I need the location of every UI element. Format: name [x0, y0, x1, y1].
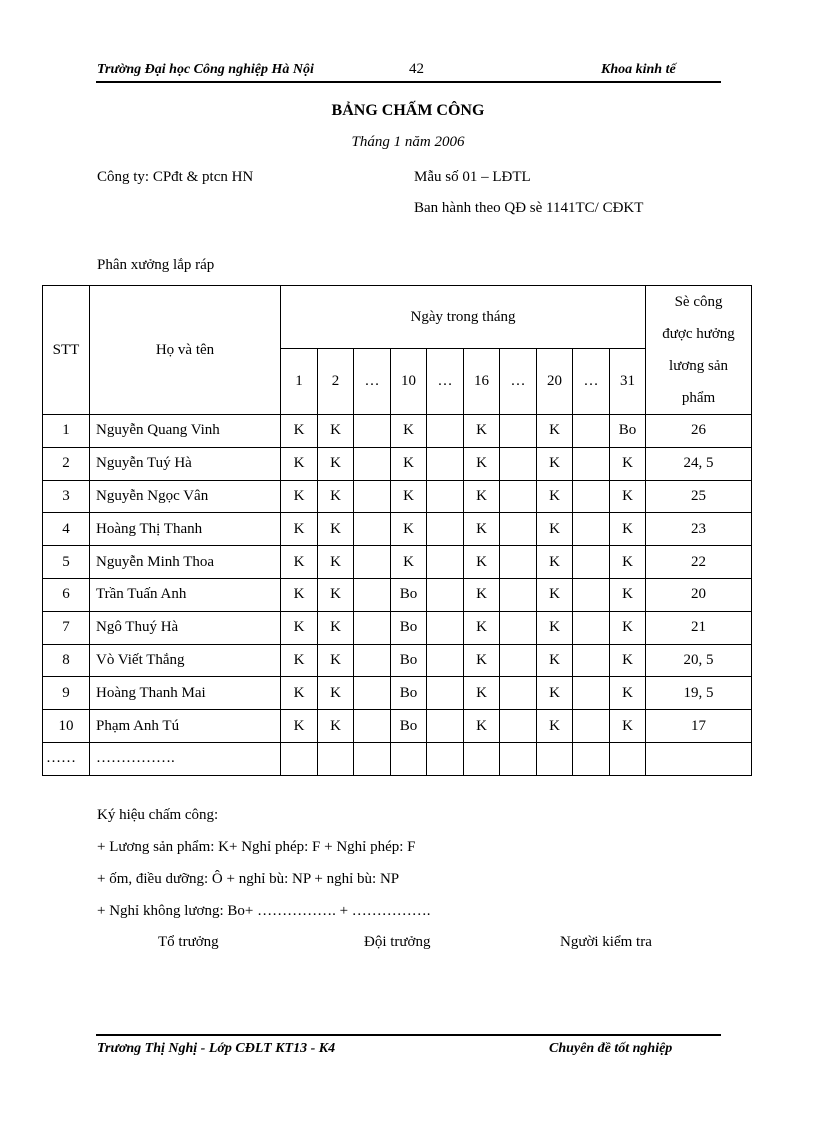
day-cell: K — [464, 677, 500, 710]
day-cell — [427, 710, 464, 743]
day-cell — [354, 513, 391, 546]
day-cell — [500, 644, 537, 677]
day-cell — [354, 644, 391, 677]
day-cell — [427, 480, 464, 513]
day-cell: Bo — [391, 578, 427, 611]
row-stt: 10 — [43, 710, 90, 743]
workshop-name: Phân xưởng lắp ráp — [97, 257, 215, 273]
day-cell: K — [318, 710, 354, 743]
day-cell: K — [391, 513, 427, 546]
day-cell: K — [281, 513, 318, 546]
table-row — [43, 546, 752, 579]
row-stt: 4 — [43, 513, 90, 546]
day-cell — [500, 710, 537, 743]
day-column-header: … — [500, 349, 537, 415]
day-cell — [500, 447, 537, 480]
day-cell — [573, 742, 610, 775]
day-cell: Bo — [391, 677, 427, 710]
day-cell: K — [610, 513, 646, 546]
day-cell: K — [610, 447, 646, 480]
day-cell — [500, 578, 537, 611]
row-name: Trần Tuấn Anh — [90, 578, 281, 611]
day-cell: K — [464, 447, 500, 480]
day-cell: Bo — [610, 415, 646, 448]
day-cell: Bo — [391, 710, 427, 743]
day-cell — [573, 480, 610, 513]
day-cell: K — [318, 644, 354, 677]
day-cell: K — [464, 546, 500, 579]
document-subtitle: Tháng 1 năm 2006 — [351, 134, 465, 150]
row-total: 26 — [646, 415, 752, 448]
day-column-header: 10 — [391, 349, 427, 415]
day-cell: K — [537, 710, 573, 743]
day-cell — [318, 742, 354, 775]
table-row — [43, 677, 752, 710]
footer-topic: Chuyên đề tốt nghiệp — [549, 1041, 673, 1056]
day-cell: K — [281, 677, 318, 710]
header-school: Trường Đại học Công nghiệp Hà Nội — [97, 62, 314, 77]
row-stt: 2 — [43, 447, 90, 480]
day-cell — [354, 415, 391, 448]
signature-team-leader: Tổ trưởng — [158, 934, 219, 950]
day-column-header: 31 — [610, 349, 646, 415]
header-rule — [96, 81, 721, 83]
table-row — [43, 415, 752, 448]
day-cell: K — [537, 513, 573, 546]
row-name: Nguyễn Quang Vinh — [90, 415, 281, 448]
row-stt: 5 — [43, 546, 90, 579]
row-name: Nguyễn Ngọc Vân — [90, 480, 281, 513]
day-cell — [427, 447, 464, 480]
row-total: 25 — [646, 480, 752, 513]
row-total: 17 — [646, 710, 752, 743]
day-cell: K — [464, 611, 500, 644]
day-column-header: … — [427, 349, 464, 415]
day-cell — [573, 644, 610, 677]
summary-header-line: Sè công — [674, 294, 723, 310]
day-cell — [427, 546, 464, 579]
row-stt: 3 — [43, 480, 90, 513]
summary-header — [646, 286, 752, 415]
footer-rule — [96, 1034, 721, 1036]
row-stt: 8 — [43, 644, 90, 677]
table-row — [43, 578, 752, 611]
day-cell: K — [610, 677, 646, 710]
day-cell — [500, 546, 537, 579]
day-cell: K — [318, 546, 354, 579]
attendance-table — [42, 285, 752, 776]
company-name: Công ty: CPđt & ptcn HN — [97, 169, 254, 185]
day-cell: K — [391, 447, 427, 480]
day-cell — [573, 513, 610, 546]
table-row — [43, 513, 752, 546]
row-name: Phạm Anh Tú — [90, 710, 281, 743]
row-stt: 6 — [43, 578, 90, 611]
day-cell — [500, 677, 537, 710]
days-header: Ngày trong tháng — [281, 286, 646, 349]
row-name: ……………. — [90, 742, 281, 775]
day-cell: K — [537, 415, 573, 448]
row-stt: 7 — [43, 611, 90, 644]
day-cell: K — [464, 480, 500, 513]
day-cell: K — [318, 578, 354, 611]
row-total: 21 — [646, 611, 752, 644]
table-row — [43, 644, 752, 677]
day-cell — [573, 677, 610, 710]
decree-reference: Ban hành theo QĐ sè 1141TC/ CĐKT — [414, 200, 644, 216]
day-cell — [500, 480, 537, 513]
row-total: 23 — [646, 513, 752, 546]
row-total: 24, 5 — [646, 447, 752, 480]
day-cell: K — [537, 644, 573, 677]
row-name: Hoàng Thị Thanh — [90, 513, 281, 546]
table-row — [43, 447, 752, 480]
day-cell — [281, 742, 318, 775]
day-cell — [500, 611, 537, 644]
day-column-header: … — [354, 349, 391, 415]
day-cell: K — [281, 578, 318, 611]
row-name: Vò Viết Thắng — [90, 644, 281, 677]
day-cell — [573, 546, 610, 579]
day-cell: K — [281, 480, 318, 513]
day-cell: K — [318, 447, 354, 480]
day-cell: K — [537, 611, 573, 644]
day-cell: K — [391, 480, 427, 513]
day-cell — [427, 677, 464, 710]
row-name: Nguyễn Minh Thoa — [90, 546, 281, 579]
day-cell — [464, 742, 500, 775]
day-cell: K — [537, 546, 573, 579]
row-stt: 9 — [43, 677, 90, 710]
day-cell — [427, 513, 464, 546]
day-cell — [610, 742, 646, 775]
day-cell: K — [281, 415, 318, 448]
day-cell — [354, 546, 391, 579]
day-cell — [354, 447, 391, 480]
day-cell — [427, 415, 464, 448]
form-code: Mẫu số 01 – LĐTL — [414, 169, 531, 185]
day-column-header: 16 — [464, 349, 500, 415]
day-cell — [354, 742, 391, 775]
day-cell — [427, 742, 464, 775]
day-cell — [354, 710, 391, 743]
legend-title: Ký hiệu chấm công: — [97, 807, 219, 823]
day-cell — [500, 742, 537, 775]
day-column-header: 20 — [537, 349, 573, 415]
day-cell: K — [610, 710, 646, 743]
day-cell — [427, 611, 464, 644]
summary-header-line: được hưởng — [662, 326, 735, 342]
day-column-header: 2 — [318, 349, 354, 415]
legend-line: + Nghỉ không lương: Bo+ ……………. + ……………. — [97, 903, 431, 919]
day-cell: Bo — [391, 644, 427, 677]
page-number: 42 — [409, 61, 424, 77]
day-cell: K — [318, 677, 354, 710]
stt-header: STT — [43, 286, 90, 415]
day-cell — [500, 513, 537, 546]
day-cell: K — [610, 611, 646, 644]
day-cell — [427, 578, 464, 611]
day-cell: K — [281, 644, 318, 677]
day-cell — [354, 677, 391, 710]
signature-group-leader: Đội trưởng — [364, 934, 431, 950]
summary-header-line: lương sản — [669, 358, 729, 374]
summary-header-line: phẩm — [681, 390, 716, 406]
name-header: Họ và tên — [90, 286, 281, 415]
legend-line: + ốm, điều dưỡng: Ô + nghỉ bù: NP + nghỉ bù: NP — [97, 871, 400, 887]
row-name: Nguyễn Tuý Hà — [90, 447, 281, 480]
day-cell: K — [537, 578, 573, 611]
table-header-row — [43, 286, 752, 349]
footer-author: Trương Thị Nghị - Lớp CĐLT KT13 - K4 — [97, 1041, 336, 1056]
day-cell: K — [391, 415, 427, 448]
day-cell — [573, 710, 610, 743]
day-cell — [354, 611, 391, 644]
row-total — [646, 742, 752, 775]
day-cell: K — [537, 447, 573, 480]
row-total: 20 — [646, 578, 752, 611]
day-cell: K — [537, 480, 573, 513]
day-cell — [573, 447, 610, 480]
day-cell — [427, 644, 464, 677]
day-cell: K — [464, 513, 500, 546]
day-cell: K — [464, 710, 500, 743]
row-stt: …… — [43, 742, 90, 775]
table-row — [43, 710, 752, 743]
day-column-header: 1 — [281, 349, 318, 415]
day-cell: K — [281, 710, 318, 743]
day-cell: K — [281, 447, 318, 480]
day-cell — [573, 611, 610, 644]
table-row — [43, 480, 752, 513]
day-cell — [391, 742, 427, 775]
header-department: Khoa kinh tế — [601, 62, 676, 77]
row-total: 22 — [646, 546, 752, 579]
day-cell: K — [318, 415, 354, 448]
day-cell: K — [391, 546, 427, 579]
table-row — [43, 611, 752, 644]
document-title: BẢNG CHẤM CÔNG — [331, 102, 485, 119]
day-cell — [573, 415, 610, 448]
day-column-header: … — [573, 349, 610, 415]
day-cell: Bo — [391, 611, 427, 644]
day-cell: K — [464, 644, 500, 677]
day-cell — [500, 415, 537, 448]
row-name: Ngô Thuý Hà — [90, 611, 281, 644]
day-cell: K — [610, 480, 646, 513]
day-cell: K — [318, 480, 354, 513]
day-cell — [573, 578, 610, 611]
row-total: 19, 5 — [646, 677, 752, 710]
day-cell: K — [610, 644, 646, 677]
day-cell: K — [537, 677, 573, 710]
day-cell: K — [610, 578, 646, 611]
row-stt: 1 — [43, 415, 90, 448]
day-cell: K — [281, 546, 318, 579]
row-name: Hoàng Thanh Mai — [90, 677, 281, 710]
day-cell: K — [610, 546, 646, 579]
row-total: 20, 5 — [646, 644, 752, 677]
day-cell — [354, 480, 391, 513]
legend-line: + Lương sản phẩm: K+ Nghỉ phép: F + Nghỉ phép: F — [97, 839, 416, 855]
day-cell: K — [281, 611, 318, 644]
day-cell: K — [318, 611, 354, 644]
day-cell — [354, 578, 391, 611]
day-cell — [537, 742, 573, 775]
day-cell: K — [464, 415, 500, 448]
table-row — [43, 742, 752, 775]
signature-inspector: Người kiểm tra — [560, 934, 652, 950]
day-cell: K — [464, 578, 500, 611]
day-cell: K — [318, 513, 354, 546]
